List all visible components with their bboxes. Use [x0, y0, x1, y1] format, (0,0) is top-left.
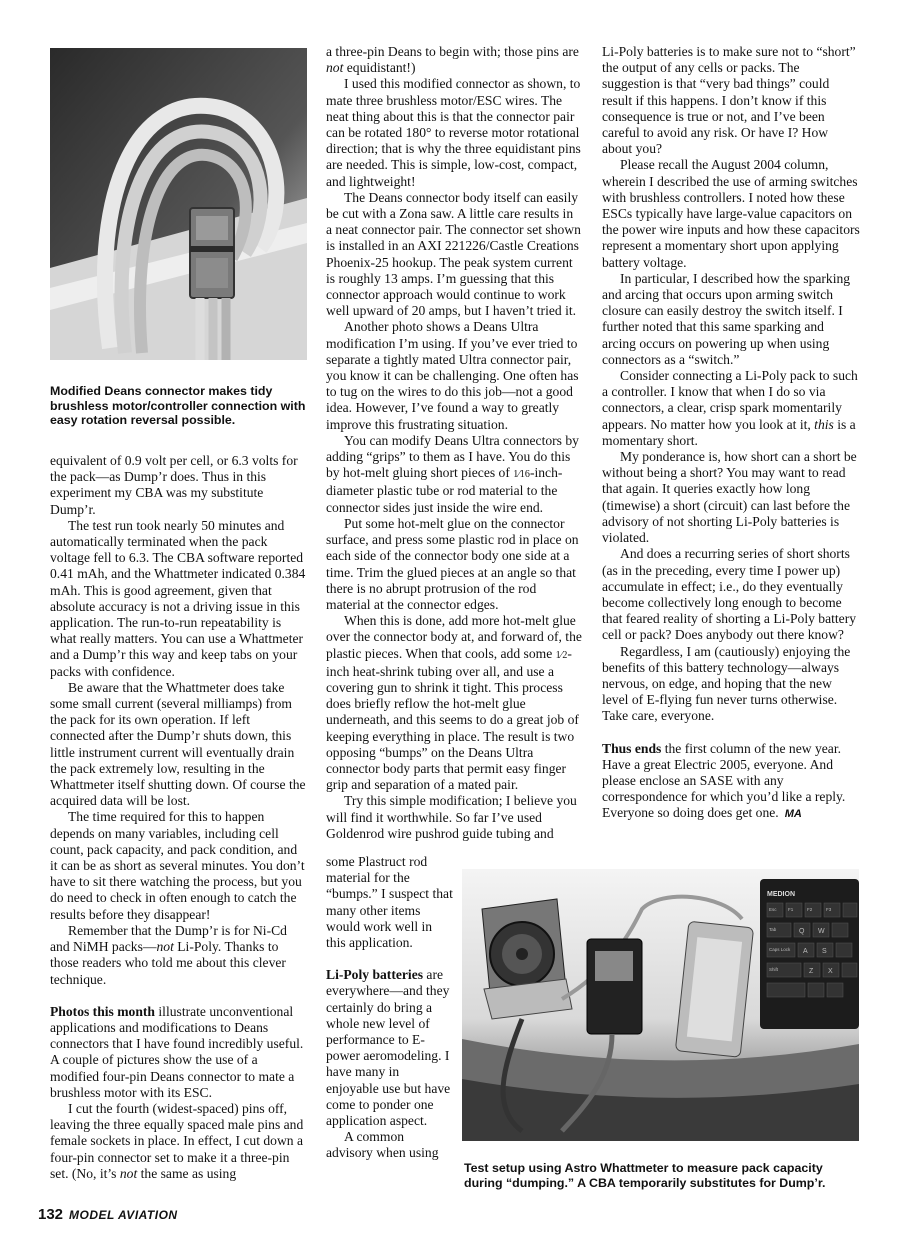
key-a: A — [803, 948, 808, 955]
key-f3: F3 — [826, 907, 832, 912]
whattmeter — [587, 939, 642, 1034]
col2-paragraph-5: You can modify Deans Ultra connectors by adding “grips” to them as I have. You do this by hot-melt gluing short pieces of 1⁄16-inch-diameter plastic tube or rod material to the connector sides just inside the wire end. — [326, 432, 579, 515]
col2-paragraph-3: The Deans connector body itself can easily be cut with a Zona saw. A little care results in a neat connector pair. The connector set shown is installed in an AXI 221226/Castle Creations Phoenix-25 hookup. The peak system current is roughly 13 amps. I’m guessing that this connector approach would continue to work well upward of 20 amps, but I haven’t tried it. — [326, 189, 581, 319]
connector-photo-illustration — [50, 48, 307, 360]
col3-paragraph-6: And does a recurring series of short shorts (as in the preceding, every time I power up) accumulate in effect; i.e., do they eventually become collectively long enough to become that feared reality of shorting a Li-Poly battery cell or pack? Does anybody out there know? — [602, 546, 857, 643]
key-q: Q — [799, 928, 805, 935]
column-2-narrow — [326, 854, 454, 1162]
col1-paragraph-1: equivalent of 0.9 volt per cell, or 6.3 volts for the pack—as Dump’r does. Thus in this experiment my CBA was my substitute Dump’r. — [50, 453, 298, 517]
battery-pack — [675, 921, 753, 1057]
thus-ends-lead: Thus ends — [602, 740, 662, 756]
col3-paragraph-4: Consider connecting a Li-Poly pack to such a controller. I know that when I do so via connectors, a clear, crisp spark momentarily appears. No matter how you look at it, this is a momentary short. — [602, 368, 858, 448]
key-x: X — [828, 968, 833, 975]
key-s: S — [822, 948, 827, 955]
col2-paragraph-6: Put some hot-melt glue on the connector surface, and press some plastic rod in place on each side of the connector body one side at a time. Trim the glued pieces at an angle so that there is no abrupt protrusion of the rod material at the connector edges. — [326, 515, 579, 612]
col1-paragraph-4: The time required for this to happen depends on many variables, including cell count, pack capacity, and pack condition, and it can be as short as several minutes. You don’t have to sit there watching the process, but you do need to check in often enough to catch the results before they disappear! — [50, 809, 305, 922]
key-shift: Shift — [769, 967, 779, 972]
col3-paragraph-2: Please recall the August 2004 column, wherein I described the use of arming switches with brushless controllers. I noted how these ESCs typically have large-value capacitors on the power wire inputs and how these capacitors represent a momentary short upon applying battery voltage. — [602, 157, 860, 270]
col3-paragraph-3: In particular, I described how the sparking and arcing that occurs upon arming switch closure can easily destroy the switch itself. I further noted that this same sparking and arcing occurs on powering up when using connectors as a “switch.” — [602, 270, 851, 367]
col1-paragraph-3: Be aware that the Whattmeter does take some small current (several milliamps) from the pack for its own operation. If left connected after the Dump’r shuts down, this little instrument current will eventually drain the pack extremely low, resulting in the Whattmeter itself shutting down. Of course the acquired data will be lost. — [50, 679, 306, 809]
key-z: Z — [809, 968, 814, 975]
col1-paragraph-7: I cut the fourth (widest-spaced) pins off, leaving the three equally spaced male pins and female sockets in place. In effect, I cut down a four-pin connector set to make it a three-pin set. (No, it’s not the same as using — [50, 1100, 304, 1181]
col2-paragraph-7: When this is done, add more hot-melt glue over the connector body at, and forward of, the plastic pieces. When that cools, add some 1⁄2-inch heat-shrink tubing over all, and use a covering gun to shrink it tight. This process does briefly reflow the hot-melt glue underneath, and this seems to do a great job of keeping everything in place. The result is two opposing “bumps” on the Deans Ultra connector body parts that permit easy finger grip and separation of a mated pair. — [326, 613, 582, 793]
col3-paragraph-7: Regardless, I am (cautiously) enjoying the benefits of this battery technology—always nervous, on edge, and hoping that the new level of E-flying fun never turns otherwise. Take care, everyone. — [602, 643, 851, 724]
connector-photo — [50, 48, 307, 360]
connector-photo-caption: Modified Deans connector makes tidy brushless motor/controller connection with easy rotation reversal possible. — [50, 384, 306, 428]
col2-paragraph-4: Another photo shows a Deans Ultra modification I’m using. If you’ve ever tried to separate a tightly mated Ultra connector pair, you know it can be challenging. One often has to tug on the wires to do this job—not a good idea. However, I’ve found a way to greatly improve this frustrating situation. — [326, 319, 579, 432]
col2-paragraph-8b: some Plastruct rod material for the “bumps.” I suspect that many other items would work well in this application. — [326, 854, 453, 951]
key-f1: F1 — [788, 907, 794, 912]
test-setup-caption: Test setup using Astro Whattmeter to measure pack capacity during “dumping.” A CBA temporarily substitutes for Dump’r. — [464, 1161, 826, 1190]
column-1 — [50, 453, 308, 1182]
col1-paragraph-5: Remember that the Dump’r is for Ni-Cd and NiMH packs—not Li-Poly. Thanks to those readers who told me about this clever technique. — [50, 922, 287, 987]
keyboard — [760, 879, 859, 1029]
test-setup-photo — [462, 869, 859, 1141]
col2-paragraph-10: A common advisory when using — [326, 1129, 439, 1161]
column-2 — [326, 44, 582, 842]
key-esc: Esc — [769, 907, 777, 912]
col2-paragraph-1: a three-pin Deans to begin with; those pins are not equidistant!) — [326, 44, 579, 76]
cba-heatsink — [482, 899, 572, 1019]
key-tab: Tab — [769, 927, 777, 932]
col2-paragraph-8a: Try this simple modification; I believe you will find it worthwhile. So far I’ve used Goldenrod wire pushrod guide tubing and — [326, 793, 577, 841]
li-poly-lead: Li-Poly batteries — [326, 967, 424, 983]
page-number: 132 — [38, 1206, 64, 1223]
column-3 — [602, 44, 860, 823]
folio — [38, 1206, 178, 1223]
ma-signature: MA — [784, 808, 802, 821]
col1-paragraph-2: The test run took nearly 50 minutes and automatically terminated when the pack voltage fell to 6.3. The CBA software reported 0.41 mAh, and the Whattmeter indicated 0.384 mAh. This is good agreement, given that absolute accuracy is not a driving issue in this application. The run-to-run repeatability is what really matters. You can use a Whattmeter and a Dump’r this way and keep tabs on your packs with confidence. — [50, 517, 306, 679]
col2-paragraph-9: Li-Poly batteries are everywhere—and they certainly do bring a whole new level of performance to E-power aeromodeling. I have many in enjoyable use but have come to ponder one application aspect. — [326, 967, 451, 1129]
col3-paragraph-8: Thus ends the first column of the new year. Have a great Electric 2005, everyone. And please enclose an SASE with any correspondence for which you’d like a reply. Everyone so doing does get one. MA — [602, 740, 846, 821]
photos-this-month-lead: Photos this month — [50, 1003, 155, 1019]
key-f2: F2 — [807, 907, 813, 912]
keyboard-brand: MEDION — [767, 891, 795, 898]
col3-paragraph-5: My ponderance is, how short can a short be without being a short? You may want to read that again. It queries exactly how long (timewise) a short (circuit) can last before the advisory of not shorting Li-Poly batteries is violated. — [602, 449, 857, 546]
col1-paragraph-6: Photos this month illustrate unconventional applications and modifications to Deans connectors that I have found incredibly useful. A couple of pictures show the use of a modified four-pin Deans connector to mate a brushless motor with its ESC. — [50, 1003, 304, 1100]
key-caps-lock: Caps Lock — [769, 947, 791, 952]
key-w: W — [818, 928, 825, 935]
magazine-name: MODEL AVIATION — [69, 1208, 178, 1222]
col2-paragraph-2: I used this modified connector as shown, to mate three brushless motor/ESC wires. The neat thing about this is that the connector pair can be rotated 180° to reverse motor rotational direction; that is why the three equidistant pins are needed. This is simple, low-cost, compact, and lightweight! — [326, 76, 581, 189]
col3-paragraph-1: Li-Poly batteries is to make sure not to “short” the output of any cells or packs. The suggestion is that “very bad things” could result if this happens. I don’t know if this consequence is true or not, and I’ve been careful to avoid any risk. Or have I? How about you? — [602, 44, 856, 157]
test-setup-illustration — [462, 869, 859, 1141]
